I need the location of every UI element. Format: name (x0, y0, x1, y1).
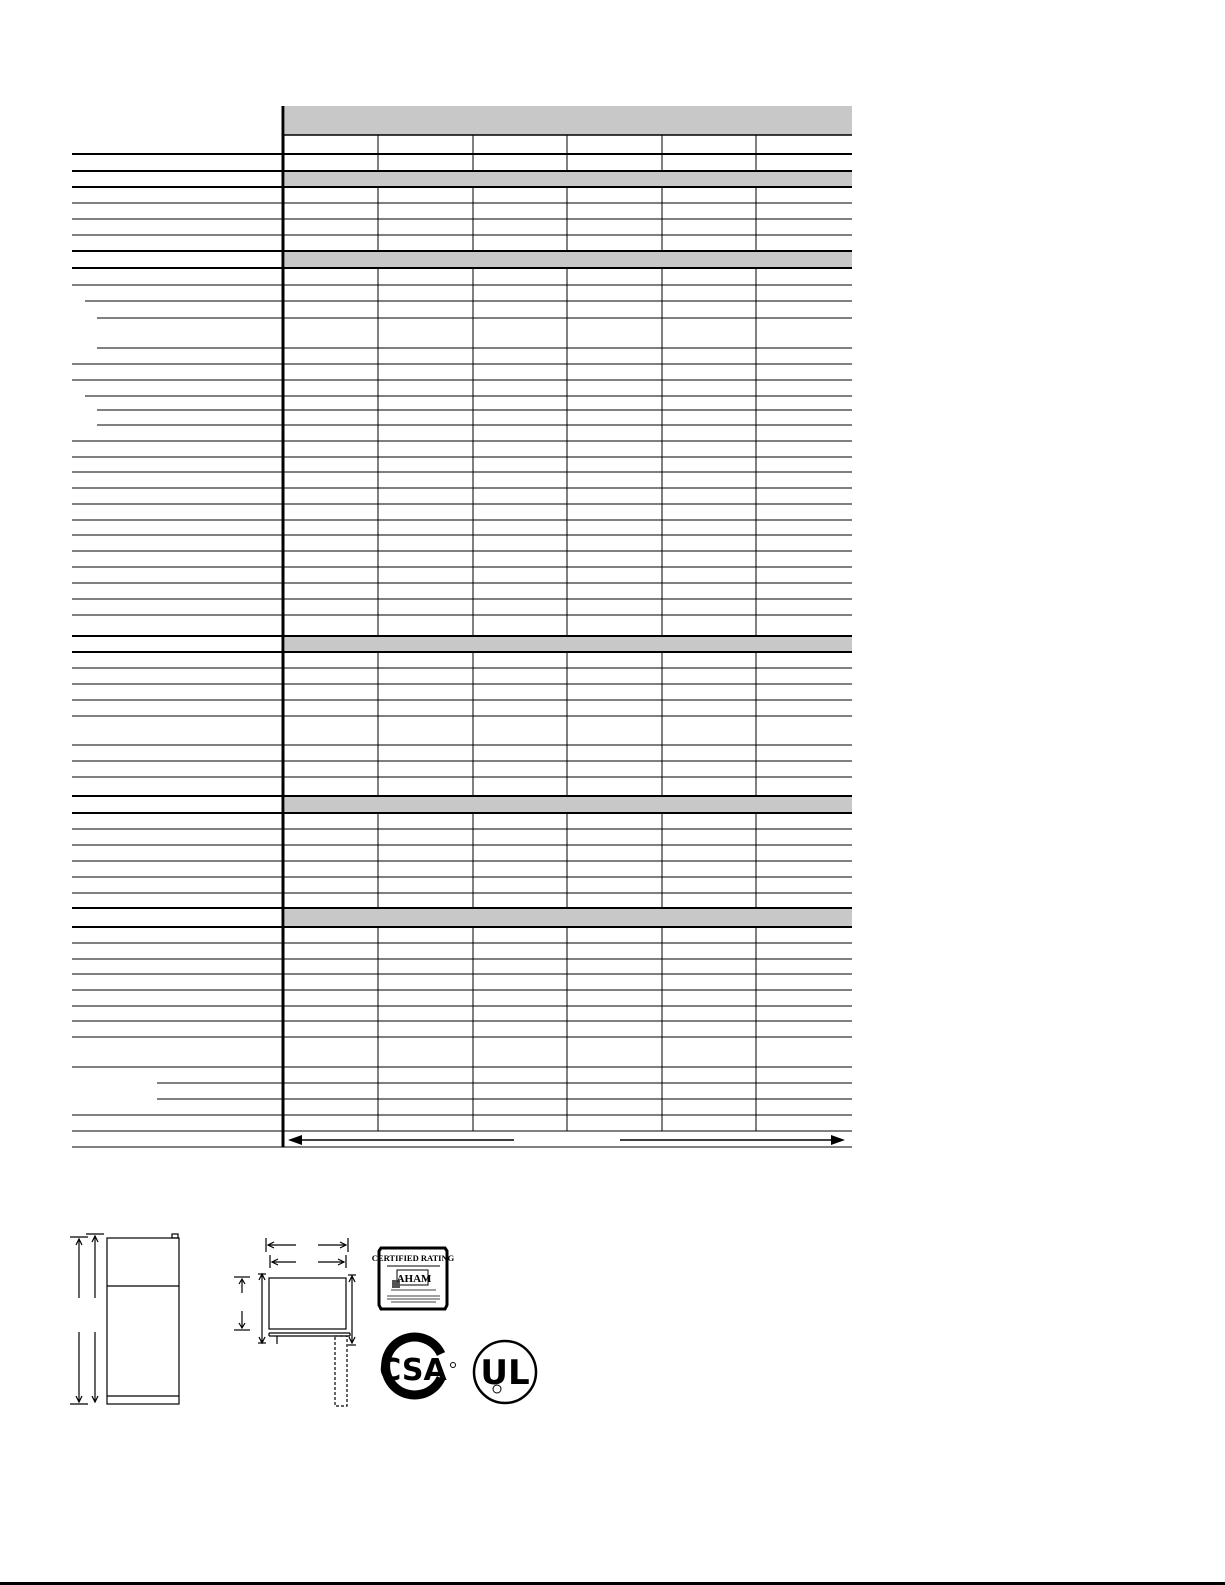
section-band (285, 796, 852, 813)
section-band (285, 251, 852, 268)
section-band (285, 106, 852, 135)
csa-certification-mark (379, 1337, 455, 1395)
top-view-dimension-diagram (234, 1238, 356, 1406)
section-band (285, 908, 852, 927)
section-band (285, 636, 852, 652)
ul-certification-mark (474, 1341, 536, 1403)
csa-mark-letters: CSA (379, 1353, 447, 1388)
aham-certified-rating-seal (372, 1248, 455, 1309)
section-header-bands (285, 106, 852, 927)
aham-seal-heading: CERTIFIED RATING (371, 1253, 455, 1263)
front-dimension-diagram (70, 1234, 179, 1404)
aham-seal-brand: AHAM (396, 1273, 432, 1285)
span-arrow (288, 1135, 845, 1145)
section-band (285, 171, 852, 187)
ul-mark-letters: UL (480, 1353, 530, 1393)
